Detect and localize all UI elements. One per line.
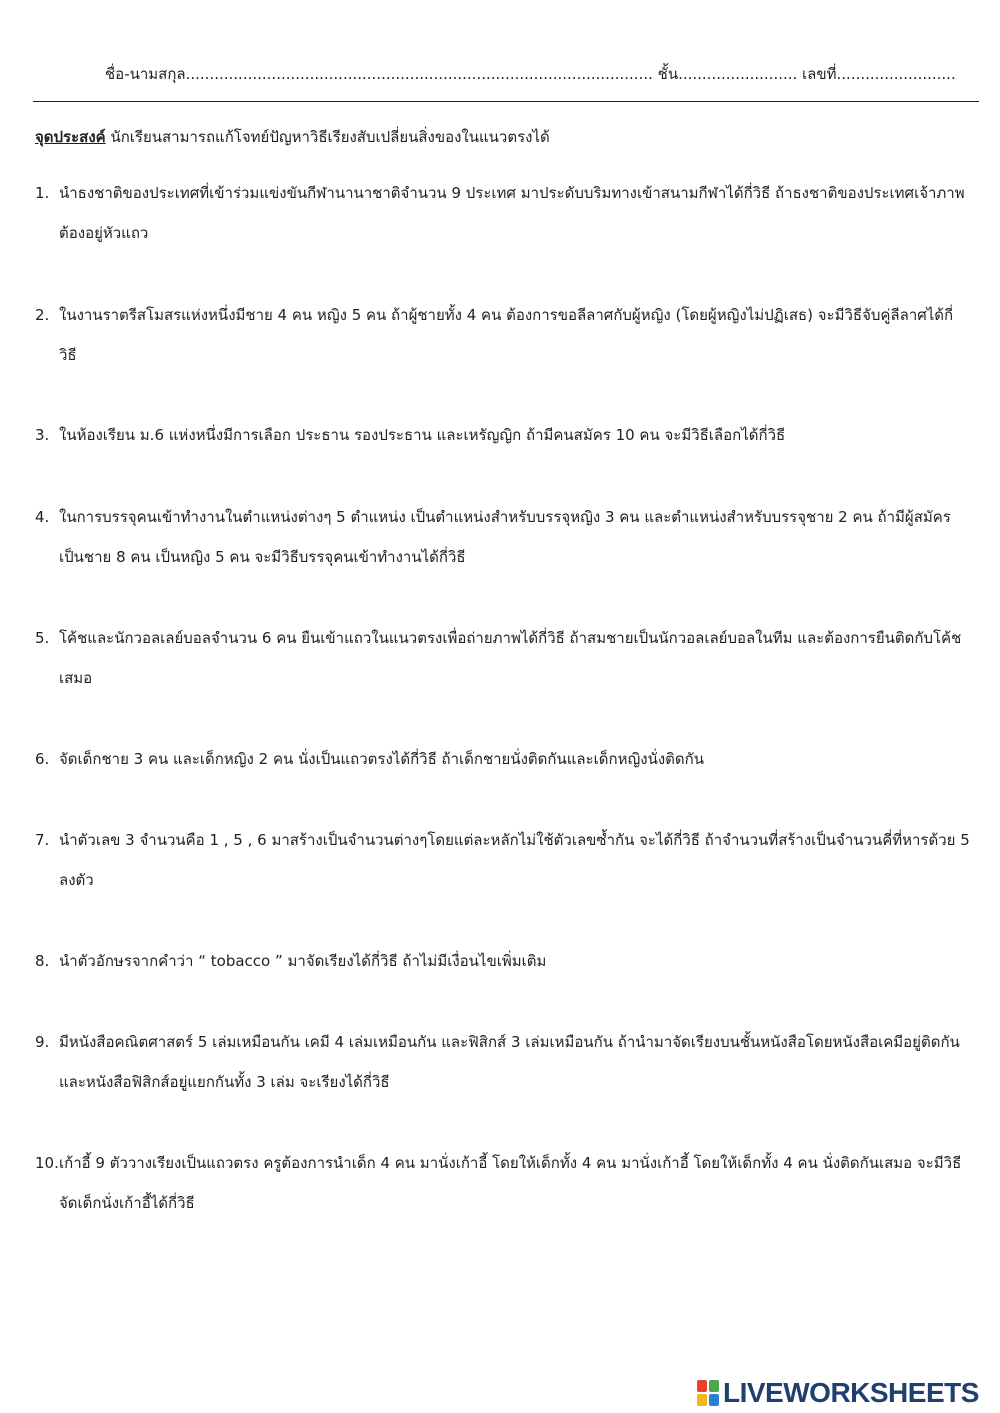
question-text: โค้ชและนักวอลเลย์บอลจำนวน 6 คน ยืนเข้าแถวในแนวตรงเพื่อถ่ายภาพได้กี่วิธี ถ้าสมชายเป็นนักวอลเลย์บอลในทีม และต้องการยืนติดกับโค้ชเสมอ: [59, 629, 962, 687]
question-text: เก้าอี้ 9 ตัววางเรียงเป็นแถวตรง ครูต้องการนำเด็ก 4 คน มานั่งเก้าอี้ โดยให้เด็กทั้ง 4 คน มานั่งเก้าอี้ โดยให้เด็กทั้ง 4 คน นั่งติดกันเสมอ จะมีวิธีจัดเด็กนั่งเก้าอี้ได้กี่วิธี: [59, 1154, 962, 1212]
objective-text: นักเรียนสามารถแก้โจทย์ปัญหาวิธีเรียงสับเปลี่ยนสิ่งของในแนวตรงได้: [105, 128, 550, 146]
question-number: 6.: [35, 750, 50, 768]
logo-tile: [709, 1394, 719, 1406]
question-text: มีหนังสือคณิตศาสตร์ 5 เล่มเหมือนกัน เคมี 4 เล่มเหมือนกัน และฟิสิกส์ 3 เล่มเหมือนกัน ถ้านำมาจัดเรียงบนชั้นหนังสือโดยหนังสือเคมีอยู่ติดกัน และหนังสือฟิสิกส์อยู่แยกกันทั้ง 3 เล่ม จะเรียงได้กี่วิธี: [59, 1033, 960, 1091]
question-number: 4.: [35, 508, 50, 526]
question-10: [35, 1143, 970, 1223]
question-text: นำตัวเลข 3 จำนวนคือ 1 , 5 , 6 มาสร้างเป็นจำนวนต่างๆโดยแต่ละหลักไม่ใช้ตัวเลขซ้ำกัน จะได้กี่วิธี ถ้าจำนวนที่สร้างเป็นจำนวนคี่ที่หารด้วย 5 ลงตัว: [59, 831, 970, 889]
logo-tile: [697, 1394, 707, 1406]
question-4: [35, 497, 970, 577]
question-number: 7.: [35, 831, 50, 849]
question-text: จัดเด็กชาย 3 คน และเด็กหญิง 2 คน นั่งเป็นแถวตรงได้กี่วิธี ถ้าเด็กชายนั่งติดกันและเด็กหญิงนั่งติดกัน: [59, 750, 704, 768]
logo-tile: [697, 1380, 707, 1392]
objective: [35, 125, 975, 149]
question-8: [35, 941, 970, 981]
question-6: [35, 739, 970, 779]
question-number: 2.: [35, 306, 50, 324]
question-text: ในห้องเรียน ม.6 แห่งหนึ่งมีการเลือก ประธาน รองประธาน และเหรัญญิก ถ้ามีคนสมัคร 10 คน จะมีวิธีเลือกได้กี่วิธี: [59, 426, 786, 444]
question-number: 3.: [35, 426, 50, 444]
name-field[interactable]: ชื่อ-นามสกุล..................................................................................................: [105, 65, 653, 83]
question-5: [35, 618, 970, 698]
question-number: 1.: [35, 184, 50, 202]
class-field[interactable]: ชั้น.........................: [652, 65, 798, 83]
objective-label: จุดประสงค์: [35, 128, 106, 146]
question-1: [35, 173, 970, 253]
question-7: [35, 820, 970, 900]
question-number: 10.: [35, 1154, 59, 1172]
question-number: 9.: [35, 1033, 50, 1051]
question-text: นำธงชาติของประเทศที่เข้าร่วมแข่งขันกีฬานานาชาติจำนวน 9 ประเทศ มาประดับบริมทางเข้าสนามกีฬาได้กี่วิธี ถ้าธงชาติของประเทศเจ้าภาพต้องอยู่หัวแถว: [59, 184, 965, 242]
number-field[interactable]: เลขที่.........................: [797, 65, 956, 83]
logo-tiles-icon: [697, 1380, 719, 1406]
question-text: ในการบรรจุคนเข้าทำงานในตำแหน่งต่างๆ 5 ตำแหน่ง เป็นตำแหน่งสำหรับบรรจุหญิง 3 คน และตำแหน่งสำหรับบรรจุชาย 2 คน ถ้ามีผู้สมัครเป็นชาย 8 คน เป็นหญิง 5 คน จะมีวิธีบรรจุคนเข้าทำงานได้กี่วิธี: [59, 508, 951, 566]
question-2: [35, 295, 970, 375]
question-text: ในงานราตรีสโมสรแห่งหนึ่งมีชาย 4 คน หญิง 5 คน ถ้าผู้ชายทั้ง 4 คน ต้องการขอลีลาศกับผู้หญิง (โดยผู้หญิงไม่ปฏิเสธ) จะมีวิธีจับคู่ลีลาศได้กี่วิธี: [59, 306, 954, 364]
question-text: นำตัวอักษรจากคำว่า “ tobacco ” มาจัดเรียงได้กี่วิธี ถ้าไม่มีเงื่อนไขเพิ่มเติม: [59, 952, 547, 970]
question-3: [35, 415, 970, 455]
question-number: 8.: [35, 952, 50, 970]
question-9: [35, 1022, 970, 1102]
logo-tile: [709, 1380, 719, 1392]
student-info-line: [105, 62, 956, 86]
logo-text: LIVEWORKSHEETS: [723, 1377, 979, 1408]
header-divider: [33, 101, 979, 102]
liveworksheets-logo[interactable]: [697, 1377, 979, 1409]
question-number: 5.: [35, 629, 50, 647]
